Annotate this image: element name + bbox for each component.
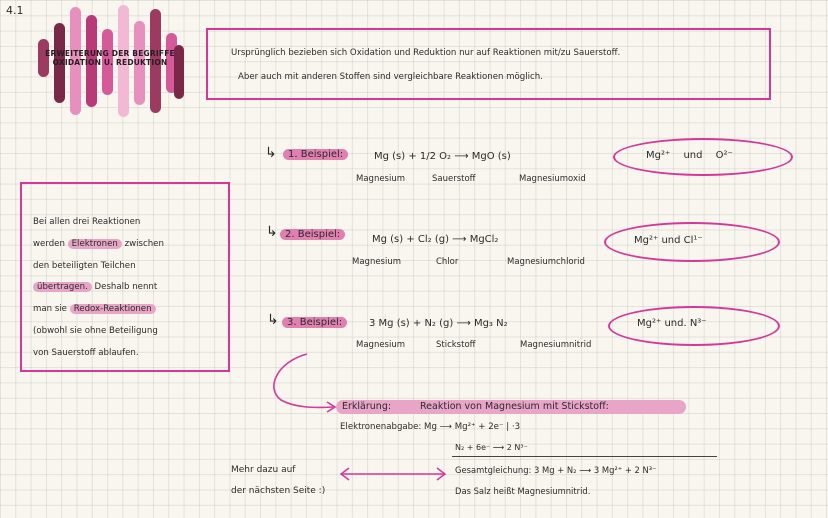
side-note-text [33,212,164,365]
side-note-line-2-pre: werden [33,238,65,249]
page-number: 4.1 [6,4,24,17]
explanation-title: Reaktion von Magnesium mit Stickstoff: [420,401,609,412]
example-1-name-3: Magnesiumoxid [519,174,586,184]
side-note-line-5 [33,299,164,321]
highlight-redox: Redox-Reaktionen [70,304,156,314]
title-text [38,49,182,67]
example-1-arrow: ↳ [265,145,277,161]
overall-equation: Gesamtgleichung: 3 Mg + N₂ ⟶ 3 Mg²⁺ + 2 N³⁻ [455,465,657,475]
side-note-line-2 [33,234,164,256]
more-note-line-1: Mehr dazu auf [231,465,296,475]
example-1-name-2: Sauerstoff [432,174,476,184]
explanation-label: Erklärung: [342,401,392,412]
example-2-name-2: Chlor [436,257,459,267]
intro-line-1: Ursprünglich bezieben sich Oxidation und Reduktion nur auf Reaktionen mit/zu Sauerstoff. [231,48,621,58]
double-arrow [338,466,448,482]
more-note-line-2: der nächsten Seite :) [231,486,326,496]
example-2-name-1: Magnesium [352,257,402,267]
example-1-label: 1. Beispiel: [283,149,348,160]
side-note-line-2-post: zwischen [124,238,164,249]
title-block [36,5,186,115]
highlight-uebertragen: übertragen. [33,282,92,292]
example-2-ions: Mg²⁺ und Cl¹⁻ [634,235,703,246]
side-note-line-5-pre: man sie [33,304,67,315]
example-2-arrow: ↳ [266,224,278,240]
example-3-label: 3. Beispiel: [282,317,347,328]
title-line-1: ERWEITERUNG DER BEGRIFFE [45,49,175,58]
example-2-name-3: Magnesiumchlorid [507,257,585,267]
example-1-equation: Mg (s) + 1/2 O₂ ⟶ MgO (s) [374,151,511,162]
side-note-line-3: den beteiligten Teilchen [33,260,136,271]
salt-name: Das Salz heißt Magnesiumnitrid. [455,486,591,496]
intro-line-2: Aber auch mit anderen Stoffen sind vergleichbare Reaktionen möglich. [238,72,543,82]
title-line-2: OXIDATION U. REDUKTION [52,58,168,67]
example-2-equation: Mg (s) + Cl₂ (g) ⟶ MgCl₂ [372,234,499,245]
example-3-name-2: Stickstoff [436,340,476,350]
example-1-name-1: Magnesium [356,174,406,184]
highlight-elektronen: Elektronen [68,239,122,249]
electron-release: Elektronenabgabe: Mg ⟶ Mg²⁺ + 2e⁻ | ·3 [340,422,521,432]
side-note-line-4-post: Deshalb nennt [94,282,158,293]
example-2-label: 2. Beispiel: [280,229,345,240]
curved-arrow [265,350,345,420]
example-3-name-1: Magnesium [356,340,406,350]
side-note-line-1: Bei allen drei Reaktionen [33,217,141,227]
side-note-line-7: von Sauerstoff ablaufen. [33,347,139,358]
electron-uptake: N₂ + 6e⁻ ⟶ 2 N³⁻ [455,443,528,452]
example-1-ions: Mg²⁺ und O²⁻ [646,150,733,161]
intro-box [206,28,771,100]
example-3-ions: Mg²⁺ und. N³⁻ [637,318,707,329]
divider-line [452,456,717,457]
side-note-line-4 [33,277,164,299]
example-3-name-3: Magnesiumnitrid [520,340,592,350]
side-note-line-6: (obwohl sie ohne Beteiligung [33,325,158,336]
example-3-equation: 3 Mg (s) + N₂ (g) ⟶ Mg₃ N₂ [369,318,508,329]
example-3-arrow: ↳ [267,312,279,328]
